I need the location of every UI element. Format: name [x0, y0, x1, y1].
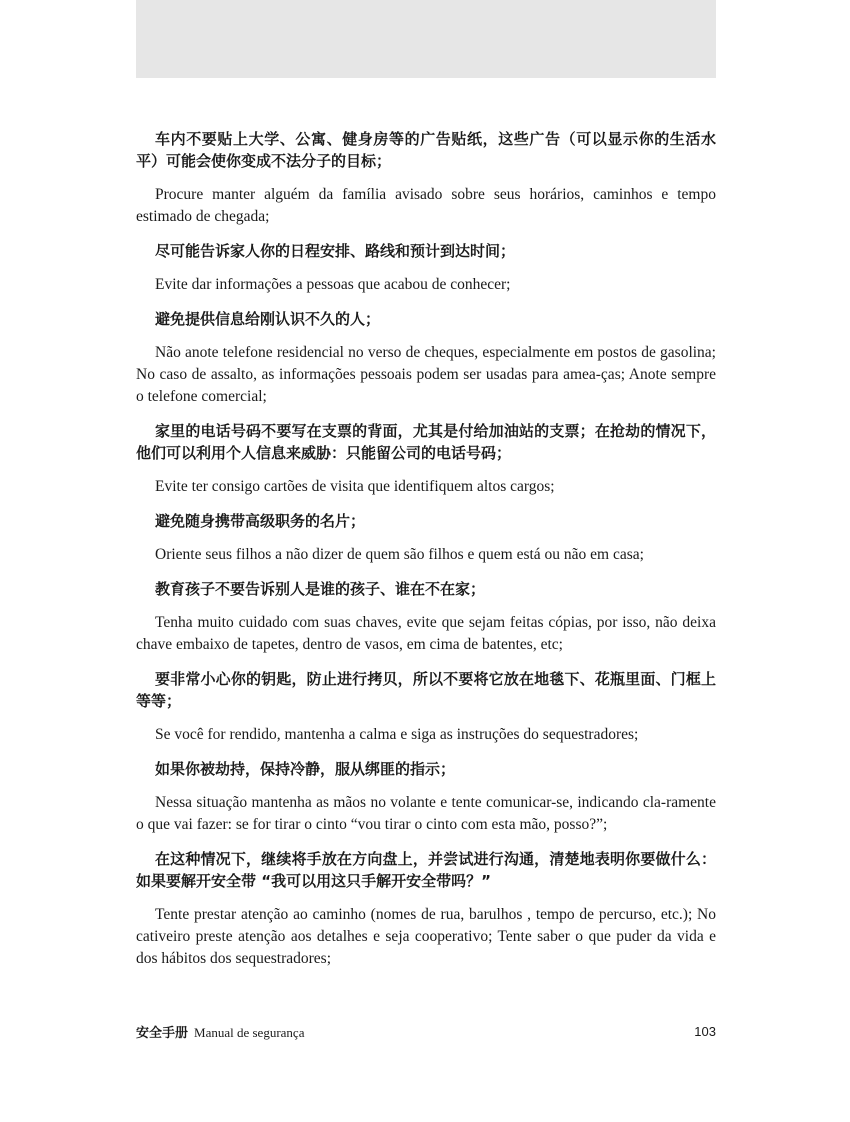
footer-title-zh: 安全手册 — [136, 1025, 189, 1041]
paragraph-14: Se você for rendido, mantenha a calma e siga as instruções do sequestradores; — [155, 726, 639, 743]
page-content — [136, 128, 716, 982]
paragraph-9: 避免随身携带高级职务的名片； — [155, 512, 366, 530]
paragraph-13: 要非常小心你的钥匙，防止进行拷贝，所以不要将它放在地毯下、花瓶里面、门框上等等； — [136, 670, 716, 710]
paragraph-6: Não anote telefone residencial no verso de cheques, especialmente em postos de gasolina; No caso de assalto, as informações pessoais podem ser usadas para amea-ças; Anote sempre o telefone comercial; — [136, 344, 716, 405]
footer-title-pt: Manual de segurança — [194, 1024, 305, 1040]
paragraph-2: Procure manter alguém da família avisado sobre seus horários, caminhos e tempo estimado de chegada; — [136, 186, 716, 225]
paragraph-7: 家里的电话号码不要写在支票的背面，尤其是付给加油站的支票；在抢劫的情况下，他们可以利用个人信息来威胁：只能留公司的电话号码； — [136, 422, 716, 462]
paragraph-12: Tenha muito cuidado com suas chaves, evite que sejam feitas cópias, por isso, não deixa chave embaixo de tapetes, dentro de vasos, em cima de batentes, etc; — [136, 614, 716, 653]
paragraph-3: 尽可能告诉家人你的日程安排、路线和预计到达时间； — [155, 242, 516, 260]
paragraph-18: Tente prestar atenção ao caminho (nomes de rua, barulhos , tempo de percurso, etc.); No cativeiro preste atenção aos detalhes e seja cooperativo; Tente saber o que puder da vida e dos hábitos dos sequestradores; — [136, 906, 716, 967]
paragraph-10: Oriente seus filhos a não dizer de quem são filhos e quem está ou não em casa; — [155, 546, 644, 563]
page-footer — [136, 1020, 716, 1042]
paragraph-17: 在这种情况下，继续将手放在方向盘上，并尝试进行沟通，清楚地表明你要做什么：如果要解开安全带 “我可以用这只手解开安全带吗？” — [136, 850, 716, 890]
paragraph-8: Evite ter consigo cartões de visita que identifiquem altos cargos; — [155, 478, 555, 495]
page-number: 103 — [694, 1023, 716, 1039]
footer-title — [136, 1022, 304, 1041]
paragraph-16: Nessa situação mantenha as mãos no volante e tente comunicar-se, indicando cla-ramente o que vai fazer: se for tirar o cinto “vou tirar o cinto com esta mão, posso?”; — [136, 794, 716, 833]
paragraph-11: 教育孩子不要告诉别人是谁的孩子、谁在不在家； — [155, 580, 486, 598]
paragraph-15: 如果你被劫持，保持冷静，服从绑匪的指示； — [155, 760, 456, 778]
paragraph-1: 车内不要贴上大学、公寓、健身房等的广告贴纸，这些广告（可以显示你的生活水平）可能会使你变成不法分子的目标； — [136, 130, 716, 170]
header-band — [136, 0, 716, 78]
paragraph-5: 避免提供信息给刚认识不久的人； — [155, 310, 381, 328]
paragraph-4: Evite dar informações a pessoas que acabou de conhecer; — [155, 276, 511, 293]
